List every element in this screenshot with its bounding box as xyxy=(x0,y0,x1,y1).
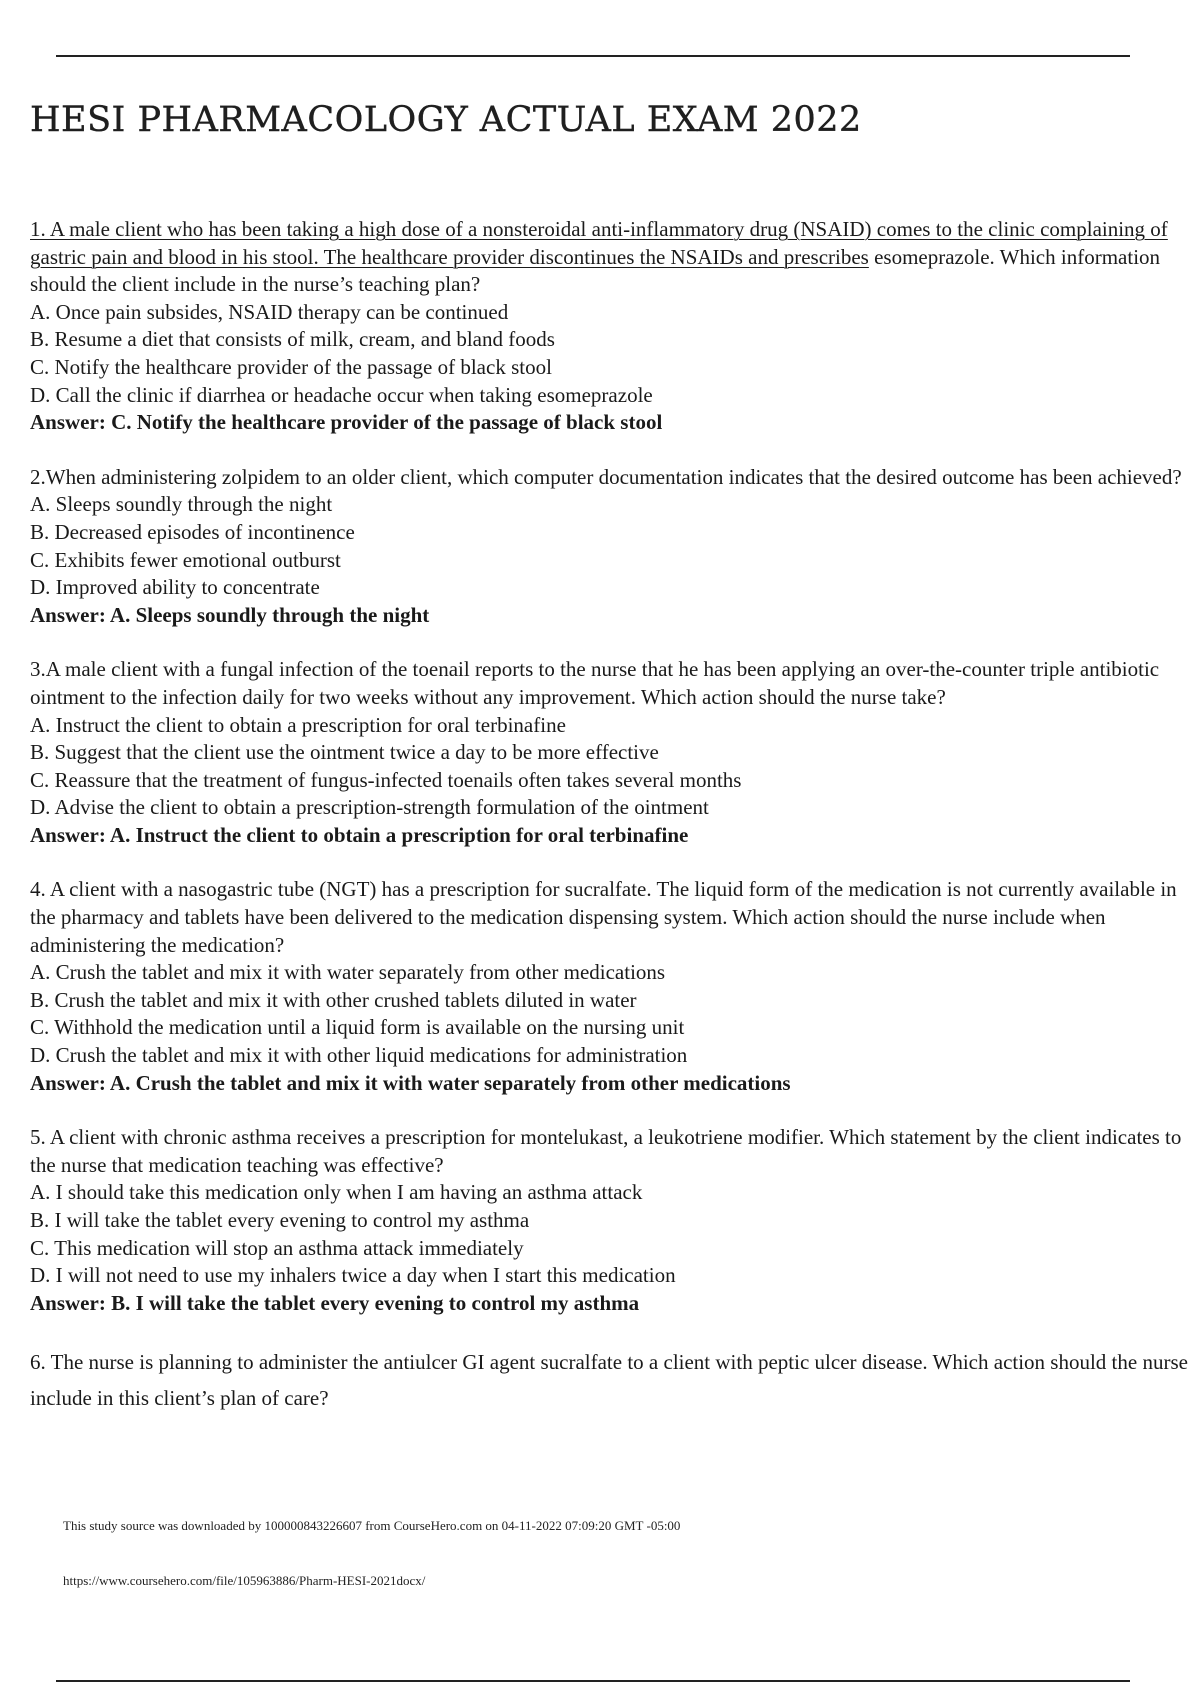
answer-options xyxy=(30,1179,1190,1289)
download-note: This study source was downloaded by 100000843226607 from CourseHero.com on 04-11-2022 07:09:20 GMT -05:00 xyxy=(63,1518,681,1533)
option-c: C. This medication will stop an asthma attack immediately xyxy=(30,1235,524,1260)
question-2 xyxy=(30,464,1190,630)
answer-line: Answer: A. Crush the tablet and mix it with water separately from other medications xyxy=(30,1070,791,1095)
bottom-rule xyxy=(56,1680,1130,1682)
option-d: D. I will not need to use my inhalers twice a day when I start this medication xyxy=(30,1263,676,1288)
option-d: D. Improved ability to concentrate xyxy=(30,575,320,600)
option-c: C. Exhibits fewer emotional outburst xyxy=(30,547,341,572)
option-c: C. Withhold the medication until a liquid form is available on the nursing unit xyxy=(30,1015,685,1040)
question-text: 6. The nurse is planning to administer the antiulcer GI agent sucralfate to a client with peptic ulcer disease. Which action should the nurse include in this client’s plan of care? xyxy=(30,1350,1188,1411)
question-4 xyxy=(30,876,1190,1097)
option-b: B. Resume a diet that consists of milk, cream, and bland foods xyxy=(30,327,555,352)
answer-options xyxy=(30,712,1190,822)
option-b: B. I will take the tablet every evening to control my asthma xyxy=(30,1208,530,1232)
option-c: C. Reassure that the treatment of fungus-infected toenails often takes several months xyxy=(30,767,742,792)
question-1 xyxy=(30,216,1190,437)
option-b: B. Decreased episodes of incontinence xyxy=(30,519,355,544)
answer-line: Answer: C. Notify the healthcare provider of the passage of black stool xyxy=(30,410,663,435)
document-title: HESI PHARMACOLOGY ACTUAL EXAM 2022 xyxy=(30,100,862,140)
option-d: D. Call the clinic if diarrhea or headache occur when taking esomeprazole xyxy=(30,382,653,407)
option-a: A. Once pain subsides, NSAID therapy can be continued xyxy=(30,299,509,324)
question-text: 2.When administering zolpidem to an older client, which computer documentation indicates that the desired outcome has been achieved? xyxy=(30,464,1182,489)
answer-options xyxy=(30,299,1190,409)
option-b: B. Crush the tablet and mix it with other crushed tablets diluted in water xyxy=(30,987,637,1012)
option-d: D. Advise the client to obtain a prescription-strength formulation of the ointment xyxy=(30,795,709,820)
answer-line: Answer: B. I will take the tablet every evening to control my asthma xyxy=(30,1290,640,1315)
answer-line: Answer: A. Instruct the client to obtain a prescription for oral terbinafine xyxy=(30,822,689,847)
question-list xyxy=(30,216,1190,1443)
question-text xyxy=(30,216,1190,299)
option-a: A. Instruct the client to obtain a prescription for oral terbinafine xyxy=(30,712,566,737)
question-3 xyxy=(30,656,1190,849)
option-c: C. Notify the healthcare provider of the passage of black stool xyxy=(30,354,552,379)
question-6 xyxy=(30,1344,1190,1416)
source-url[interactable]: https://www.coursehero.com/file/105963886/Pharm-HESI-2021docx/ xyxy=(63,1573,426,1588)
option-a: A. I should take this medication only when I am having an asthma attack xyxy=(30,1180,643,1205)
option-a: A. Crush the tablet and mix it with water separately from other medications xyxy=(30,960,666,985)
question-text: 5. A client with chronic asthma receives a prescription for montelukast, a leukotriene modifier. Which statement by the client indicates to the nurse that medication teaching was effective? xyxy=(30,1125,1182,1177)
option-d: D. Crush the tablet and mix it with other liquid medications for administration xyxy=(30,1043,688,1068)
question-text-underlined: 1. A male client who has been taking a high dose of a nonsteroidal anti-inflammatory drug (NSAID) comes to the clinic complaining of gastric pain and blood in his stool. The healthcare provider discontinues the NSAIDs and prescribes xyxy=(30,217,1168,269)
question-text-rest: esomeprazole. Which information should the client include in the nurse’s teaching plan? xyxy=(30,244,1161,297)
question-5 xyxy=(30,1124,1190,1317)
answer-line: Answer: A. Sleeps soundly through the night xyxy=(30,602,430,627)
question-text: 4. A client with a nasogastric tube (NGT) has a prescription for sucralfate. The liquid form of the medication is not currently available in the pharmacy and tablets have been delivered to the medication dispensing system. Which action should the nurse include when administering the medication? xyxy=(30,877,1177,957)
top-rule xyxy=(56,55,1130,57)
option-a: A. Sleeps soundly through the night xyxy=(30,492,333,517)
answer-options xyxy=(30,959,1190,1069)
option-b: B. Suggest that the client use the ointment twice a day to be more effective xyxy=(30,740,659,765)
question-text: 3.A male client with a fungal infection of the toenail reports to the nurse that he has been applying an over-the-counter triple antibiotic ointment to the infection daily for two weeks without any improvement. Which action should the nurse take? xyxy=(30,657,1160,709)
answer-options xyxy=(30,491,1190,601)
